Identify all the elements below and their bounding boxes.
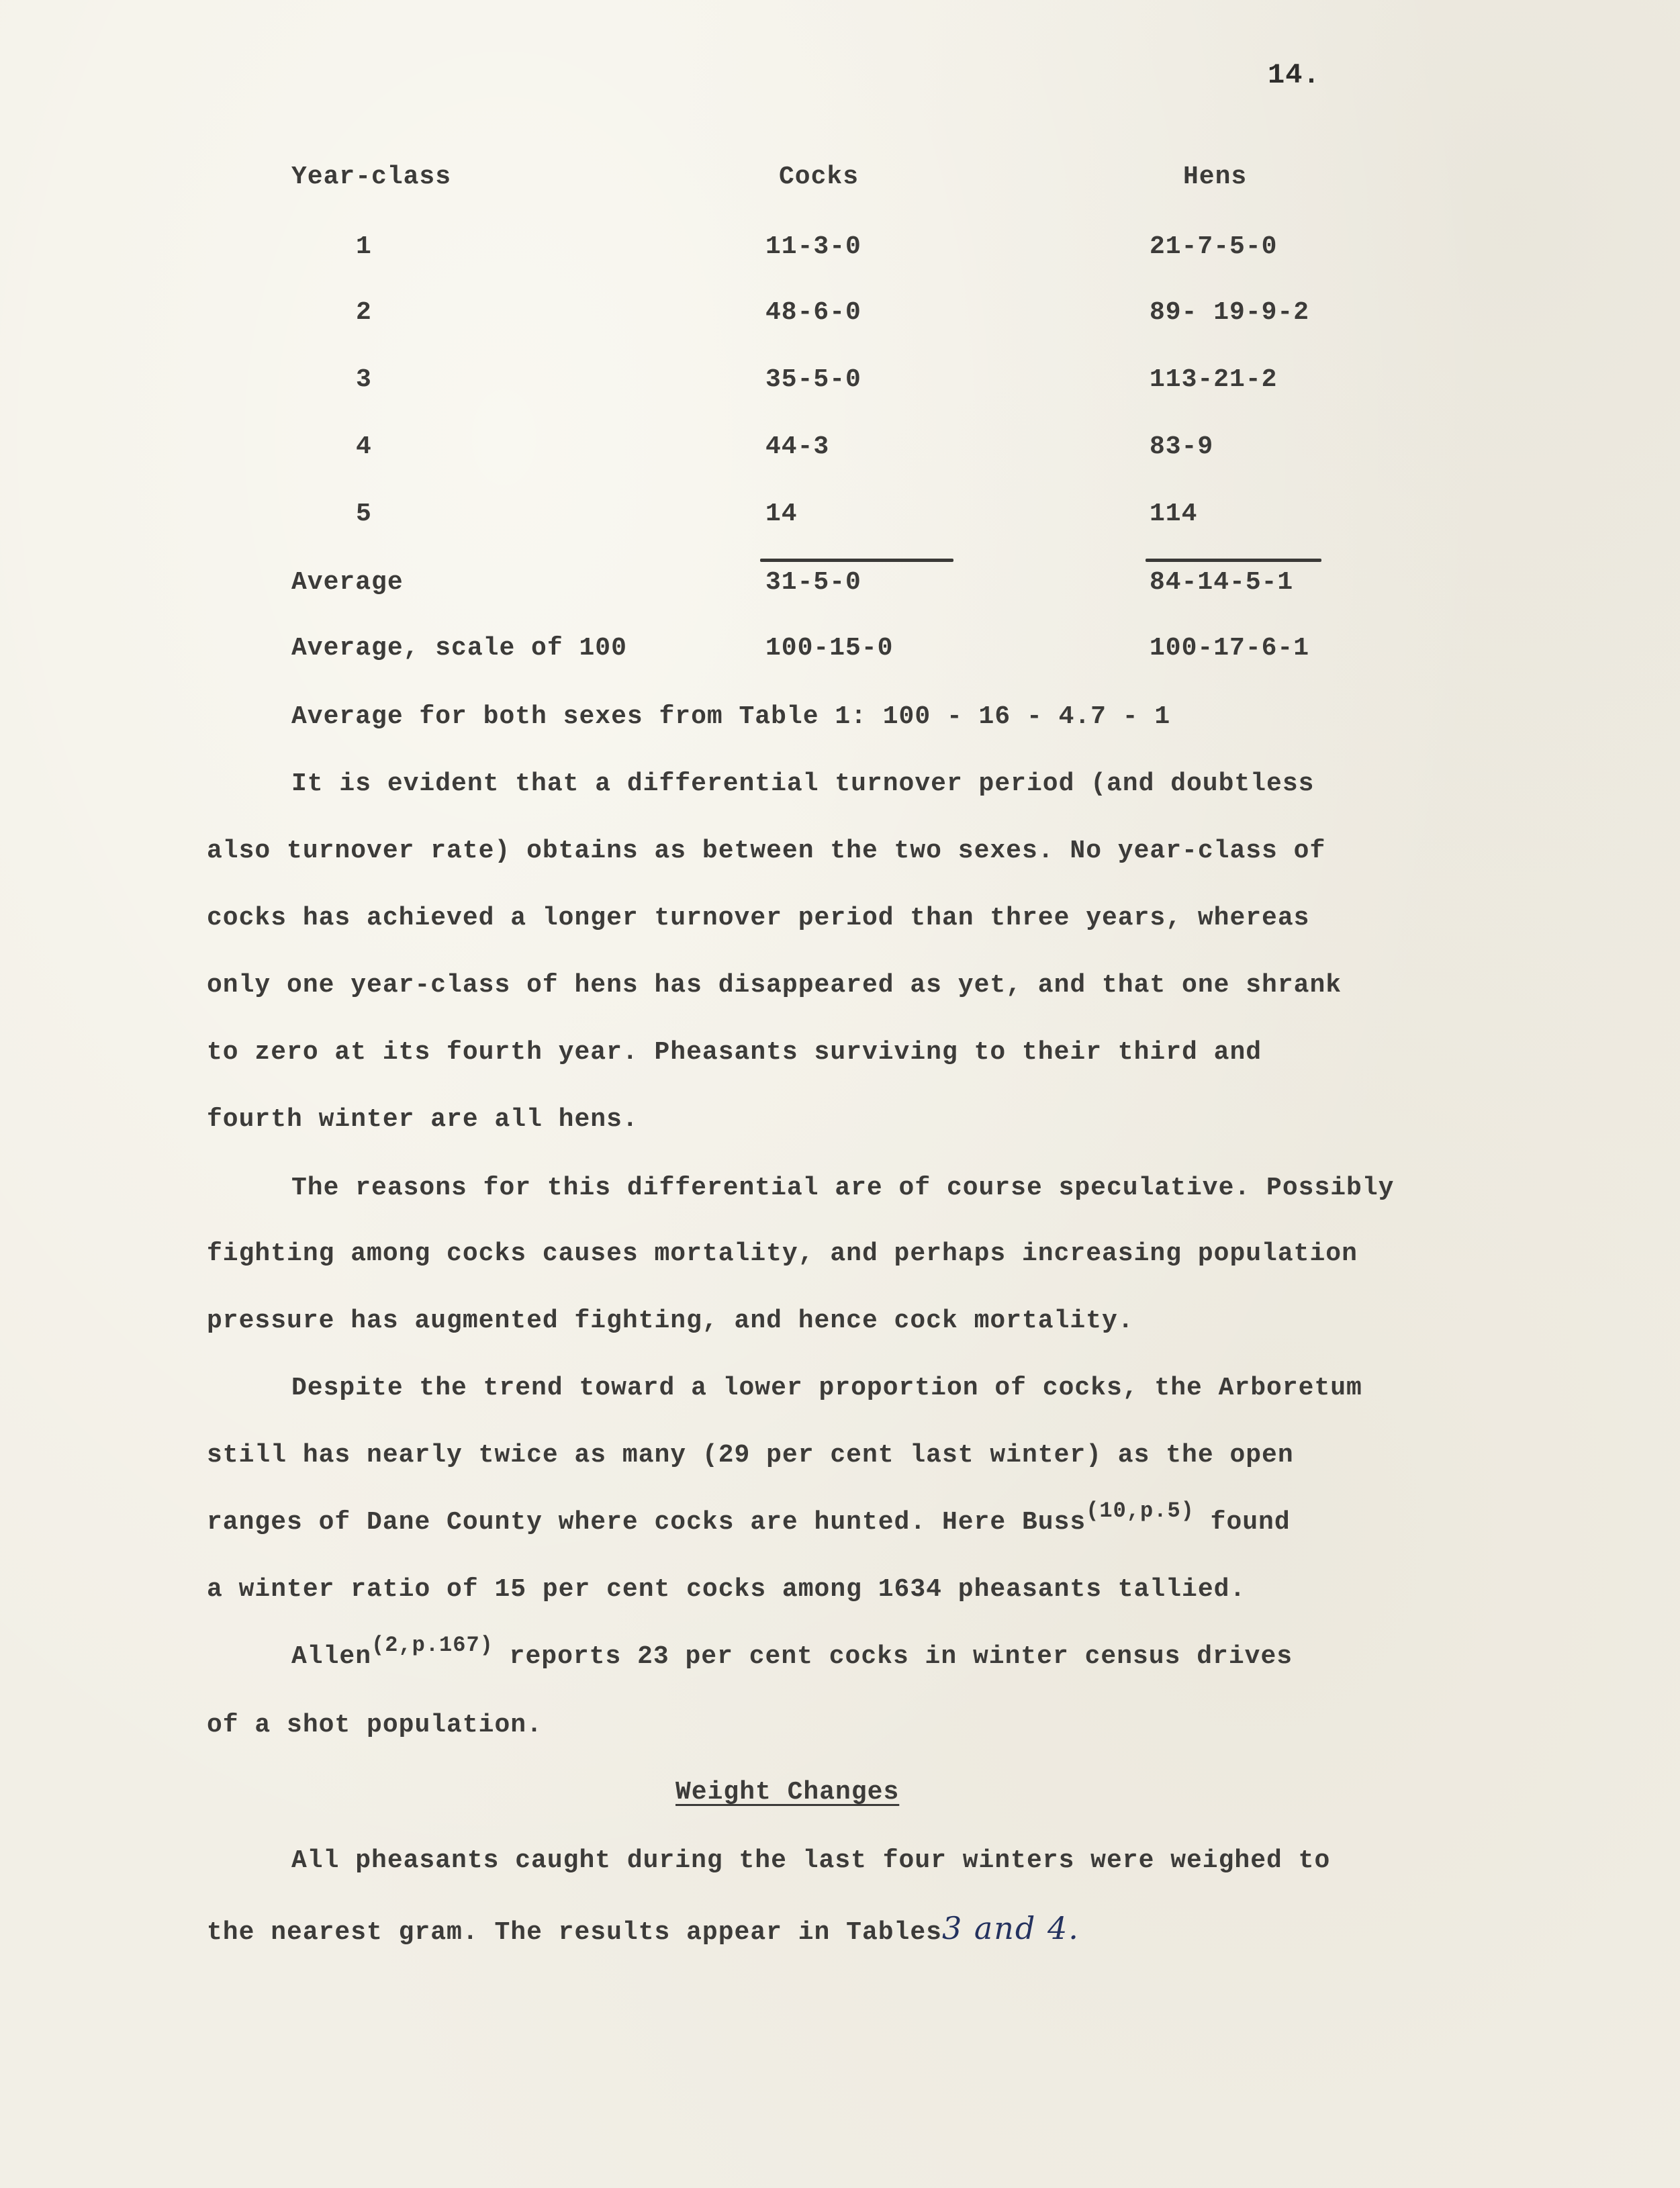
paragraph-line: of a shot population.: [207, 1711, 543, 1740]
page-number: 14.: [1268, 59, 1321, 91]
paragraph-line: cocks has achieved a longer turnover period than three years, whereas: [207, 904, 1310, 933]
paragraph-line: fourth winter are all hens.: [207, 1105, 639, 1134]
paragraph-line: to zero at its fourth year. Pheasants surviving to their third and: [207, 1038, 1262, 1067]
table-cell-year: 4: [356, 432, 372, 461]
citation-superscript: (10,p.5): [1086, 1499, 1195, 1523]
average-hens: 84-14-5-1: [1150, 568, 1294, 597]
table-cell-year: 1: [356, 232, 372, 261]
table-cell-cocks: 48-6-0: [765, 298, 861, 327]
table-header-hens: Hens: [1183, 162, 1248, 191]
paragraph-text: found: [1194, 1508, 1291, 1537]
table-cell-year: 2: [356, 298, 372, 327]
average-scaled-label: Average, scale of 100: [291, 634, 627, 663]
paragraph-line-annotated: [207, 1910, 1080, 1948]
table-cell-year: 3: [356, 365, 372, 394]
handwritten-annotation: 3 and 4.: [941, 1910, 1080, 1946]
paragraph-text: the nearest gram. The results appear in Tables: [207, 1918, 942, 1947]
paragraph-line-citation: [207, 1499, 1291, 1538]
table-cell-cocks: 11-3-0: [765, 232, 861, 261]
both-sexes-average: Average for both sexes from Table 1: 100 - 16 - 4.7 - 1: [291, 702, 1171, 731]
table-cell-hens: 89- 19-9-2: [1150, 298, 1310, 327]
table-header-year-class: Year-class: [291, 162, 452, 191]
table-cell-hens: 21-7-5-0: [1150, 232, 1278, 261]
paragraph-line: pressure has augmented fighting, and hence cock mortality.: [207, 1306, 1134, 1335]
paragraph-line: a winter ratio of 15 per cent cocks among 1634 pheasants tallied.: [207, 1575, 1246, 1604]
section-heading: Weight Changes: [675, 1778, 900, 1807]
paragraph-line: Despite the trend toward a lower proportion of cocks, the Arboretum: [291, 1374, 1362, 1402]
average-scaled-hens: 100-17-6-1: [1150, 634, 1310, 663]
table-cell-year: 5: [356, 500, 372, 528]
average-cocks: 31-5-0: [765, 568, 861, 597]
average-label: Average: [291, 568, 404, 597]
table-cell-cocks: 44-3: [765, 432, 830, 461]
paragraph-line-citation: [291, 1633, 1293, 1672]
average-scaled-cocks: 100-15-0: [765, 634, 894, 663]
paragraph-line: only one year-class of hens has disappeared as yet, and that one shrank: [207, 971, 1342, 1000]
paragraph-line: still has nearly twice as many (29 per cent last winter) as the open: [207, 1441, 1294, 1470]
paragraph-line: fighting among cocks causes mortality, and perhaps increasing population: [207, 1239, 1358, 1268]
table-cell-cocks: 14: [765, 500, 798, 528]
paragraph-line: The reasons for this differential are of course speculative. Possibly: [291, 1174, 1395, 1202]
paragraph-line: It is evident that a differential turnover period (and doubtless: [291, 769, 1315, 798]
table-cell-hens: 114: [1150, 500, 1198, 528]
table-cell-cocks: 35-5-0: [765, 365, 861, 394]
table-cell-hens: 113-21-2: [1150, 365, 1278, 394]
table-cell-hens: 83-9: [1150, 432, 1214, 461]
paragraph-line: also turnover rate) obtains as between the two sexes. No year-class of: [207, 837, 1326, 865]
sum-rule-hens: [1146, 559, 1321, 562]
table-header-cocks: Cocks: [779, 162, 859, 191]
paragraph-line: All pheasants caught during the last four winters were weighed to: [291, 1846, 1331, 1875]
citation-superscript: (2,p.167): [371, 1633, 494, 1658]
sum-rule-cocks: [760, 559, 953, 562]
paragraph-text: ranges of Dane County where cocks are hunted. Here Buss: [207, 1508, 1086, 1537]
paragraph-text: Allen: [291, 1642, 372, 1671]
paragraph-text: reports 23 per cent cocks in winter census drives: [493, 1642, 1293, 1671]
